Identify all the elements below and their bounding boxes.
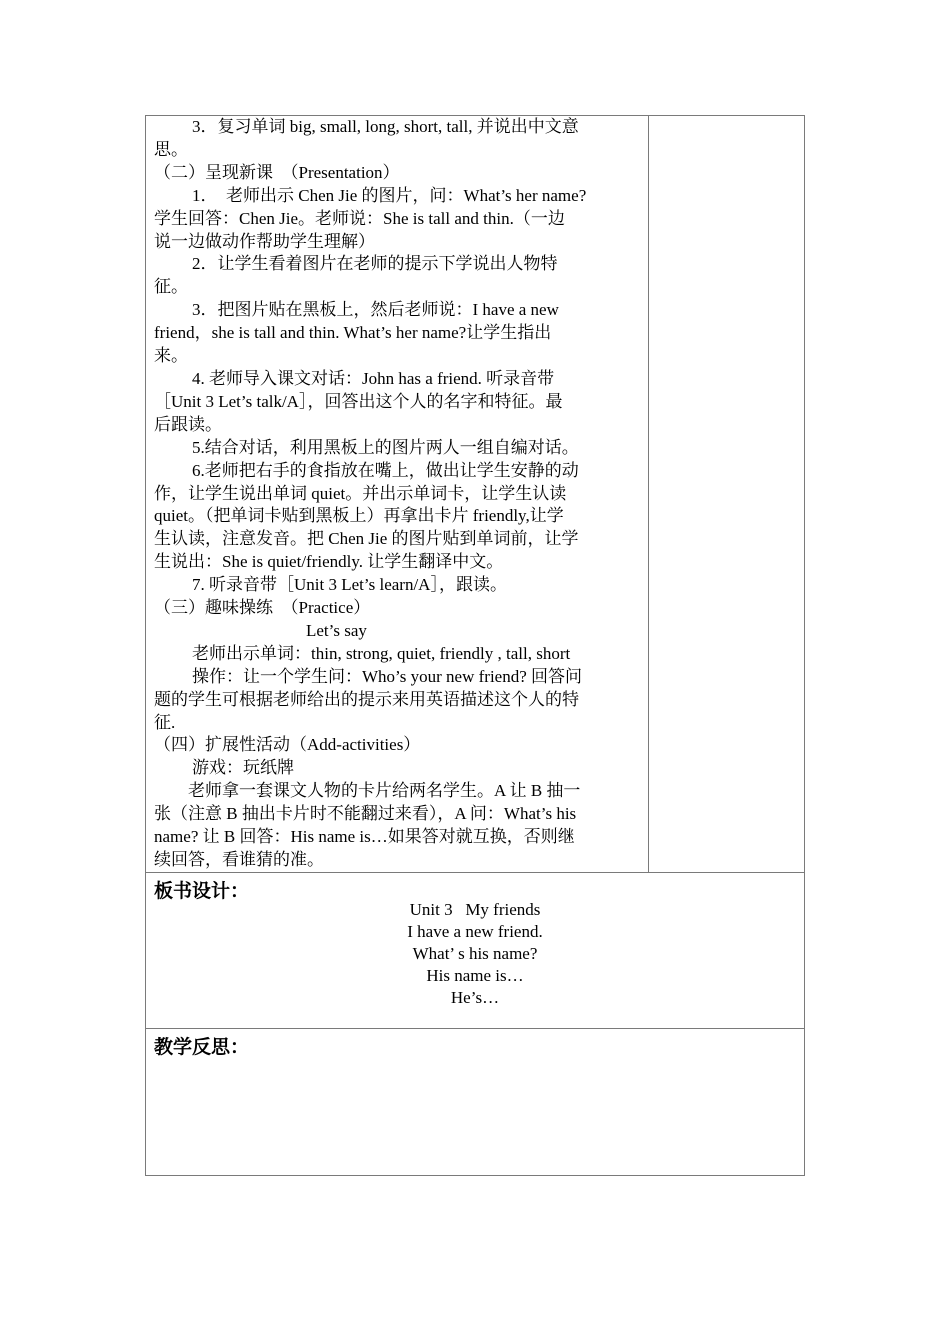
procedure-line: 游戏：玩纸牌 (192, 758, 294, 778)
procedure-line: 3．把图片贴在黑板上，然后老师说：I have a new (192, 300, 559, 320)
procedure-line: friend，she is tall and thin. What’s her name?让学生指出 (154, 323, 552, 343)
procedure-line: 6.老师把右手的食指放在嘴上，做出让学生安静的动 (192, 460, 579, 480)
procedure-line: 思。 (154, 139, 188, 159)
procedure-line: name? 让 B 回答：His name is…如果答对就互换，否则继 (154, 827, 575, 847)
board-line: Unit 3 My friends (409, 900, 541, 919)
procedure-line: 续回答，看谁猜的准。 (154, 850, 324, 869)
procedure-line: （二）呈现新课 （Presentation） (154, 162, 400, 182)
procedure-line: 张（注意 B 抽出卡片时不能翻过来看），A 问：What’s his (154, 804, 577, 824)
teaching-procedure-cell (154, 116, 639, 872)
procedure-line: 7. 听录音带［Unit 3 Let’s learn/A］，跟读。 (192, 575, 507, 595)
board-line: His name is… (426, 966, 524, 985)
board-line: He’s… (450, 988, 500, 1007)
procedure-line: 后跟读。 (154, 414, 222, 434)
procedure-line: Let’s say (306, 620, 367, 640)
row-divider-reflection (146, 1028, 804, 1029)
column-divider (648, 116, 649, 872)
procedure-line: 老师拿一套课文人物的卡片给两名学生。A 让 B 抽一 (188, 781, 581, 801)
procedure-line: 学生回答：Chen Jie。老师说：She is tall and thin.（一边 (154, 208, 565, 228)
board-design-label: 板书设计： (154, 880, 250, 902)
procedure-line: 征. (154, 712, 176, 732)
row-divider-board (146, 872, 804, 873)
procedure-line: （四）扩展性活动（Add-activities） (154, 735, 421, 755)
procedure-line: 5.结合对话，利用黑板上的图片两人一组自编对话。 (192, 437, 579, 457)
procedure-line: 老师出示单词：thin, strong, quiet, friendly , tall, short (192, 643, 571, 663)
procedure-line: 题的学生可根据老师给出的提示来用英语描述这个人的特 (154, 689, 579, 709)
procedure-line: 征。 (154, 277, 188, 297)
procedure-line: 3．复习单词 big, small, long, short, tall, 并说出中文意 (192, 117, 579, 136)
procedure-line: 1． 老师出示 Chen Jie 的图片，问：What’s her name? (192, 185, 587, 205)
procedure-line: 操作：让一个学生问：Who’s your new friend? 回答问 (192, 666, 583, 686)
procedure-line: ［Unit 3 Let’s talk/A］，回答出这个人的名字和特征。最 (154, 391, 563, 411)
procedure-line: 生认读，注意发音。把 Chen Jie 的图片贴到单词前，让学 (154, 529, 579, 549)
procedure-line: 生说出：She is quiet/friendly. 让学生翻译中文。 (154, 552, 504, 572)
procedure-line: （三）趣味操练 （Practice） (154, 598, 371, 618)
procedure-line: 来。 (154, 346, 188, 366)
procedure-line: 4. 老师导入课文对话：John has a friend. 听录音带 (192, 368, 555, 388)
procedure-line: 作，让学生说出单词 quiet。并出示单词卡，让学生认读 (154, 483, 567, 503)
procedure-line: 说一边做动作帮助学生理解） (154, 231, 375, 251)
lesson-plan-table (145, 115, 805, 1176)
procedure-line: 2．让学生看着图片在老师的提示下学说出人物特 (192, 254, 558, 274)
board-line: What’ s his name? (412, 944, 538, 963)
board-line: I have a new friend. (407, 922, 543, 941)
teaching-reflection-label: 教学反思： (154, 1036, 250, 1058)
procedure-line: quiet。（把单词卡贴到黑板上）再拿出卡片 friendly,让学 (154, 506, 564, 526)
board-design-content (146, 899, 804, 1009)
